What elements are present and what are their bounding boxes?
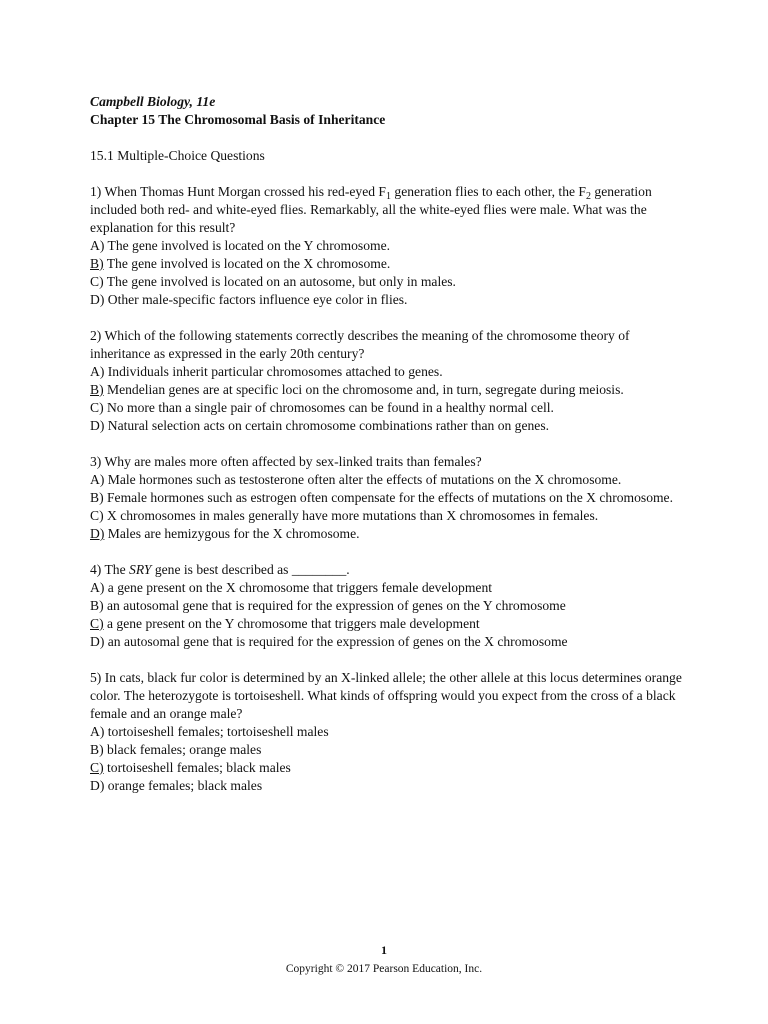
question-3 [90,453,690,543]
option-letter: C) [90,274,104,289]
question-2-option-b [90,381,690,399]
option-letter: B) [90,742,104,757]
option-letter: B) [90,490,104,505]
question-3-stem: 3) Why are males more often affected by sex-linked traits than females? [90,454,482,469]
question-1 [90,183,690,309]
option-letter: D) [90,778,105,793]
option-text: black females; orange males [103,742,262,757]
question-4-option-d [90,633,690,651]
option-text: tortoiseshell females; tortoiseshell males [104,724,329,739]
answer-letter: C) [90,616,104,631]
option-text: Natural selection acts on certain chromosome combinations rather than on genes. [104,418,550,433]
option-text: The gene involved is located on the Y chromosome. [104,238,391,253]
option-text: No more than a single pair of chromosomes can be found in a healthy normal cell. [103,400,554,415]
page-content [90,93,690,795]
question-5-option-c [90,759,690,777]
question-4-option-a [90,579,690,597]
question-4-stem-part: gene is best described as [151,562,292,577]
option-text: Other male-specific factors influence eye color in flies. [104,292,408,307]
option-text: an autosomal gene that is required for the expression of genes on the X chromosome [104,634,568,649]
section-title: 15.1 Multiple-Choice Questions [90,148,265,163]
question-2-option-d [90,417,690,435]
question-2 [90,327,690,435]
question-5-option-d [90,777,690,795]
option-letter: A) [90,580,105,595]
question-3-option-a [90,471,690,489]
question-5-option-b [90,741,690,759]
question-1-option-a [90,237,690,255]
chapter-title: Chapter 15 The Chromosomal Basis of Inheritance [90,112,386,127]
option-letter: A) [90,364,105,379]
question-2-stem: 2) Which of the following statements correctly describes the meaning of the chromosome theory of inheritance as expressed in the early 20th century? [90,328,630,361]
question-5-stem: 5) In cats, black fur color is determined by an X-linked allele; the other allele at this locus determines orange color. The heterozygote is tortoiseshell. What kinds of offspring would you expect from the cross of a black female and an orange male? [90,670,682,721]
gene-name: SRY [129,562,152,577]
option-letter: D) [90,292,105,307]
copyright-notice: Copyright © 2017 Pearson Education, Inc. [285,963,483,975]
question-1-stem-part: generation flies to each other, the F [391,184,586,199]
question-4-stem-part: 4) The [90,562,130,577]
question-4-option-c [90,615,690,633]
question-3-option-c [90,507,690,525]
question-2-option-c [90,399,690,417]
option-letter: B) [90,598,104,613]
option-letter: A) [90,472,105,487]
option-text: The gene involved is located on the X chromosome. [103,256,391,271]
answer-letter: B) [90,382,104,397]
fill-in-blank: ________ [291,562,347,577]
option-text: Female hormones such as estrogen often compensate for the effects of mutations on the X chromosome. [103,490,673,505]
question-1-option-b [90,255,690,273]
question-5-option-a [90,723,690,741]
book-title: Campbell Biology, 11e [90,94,216,109]
subscript-2: 2 [586,191,591,202]
question-3-option-b [90,489,690,507]
option-text: The gene involved is located on an autosome, but only in males. [103,274,456,289]
question-1-option-d [90,291,690,309]
page-number: 1 [381,943,387,957]
question-1-option-c [90,273,690,291]
option-letter: C) [90,508,104,523]
option-text: Mendelian genes are at specific loci on the chromosome and, in turn, segregate during meiosis. [103,382,624,397]
option-text: a gene present on the Y chromosome that triggers male development [103,616,480,631]
question-2-option-a [90,363,690,381]
option-text: orange females; black males [104,778,263,793]
answer-letter: B) [90,256,104,271]
option-text: Male hormones such as testosterone often alter the effects of mutations on the X chromosome. [104,472,622,487]
question-4-option-b [90,597,690,615]
answer-letter: C) [90,760,104,775]
option-text: Individuals inherit particular chromosomes attached to genes. [104,364,443,379]
question-1-stem-part: generation included both red- and white-eyed flies. Remarkably, all the white-eyed flies were male. What was the explanation for this result? [90,184,652,235]
option-letter: D) [90,634,105,649]
option-letter: A) [90,238,105,253]
question-4 [90,561,690,651]
option-letter: A) [90,724,105,739]
question-3-option-d [90,525,690,543]
subscript-1: 1 [386,191,391,202]
question-4-stem [90,561,690,579]
question-5 [90,669,690,795]
answer-letter: D) [90,526,105,541]
question-1-stem [90,183,690,237]
option-text: tortoiseshell females; black males [103,760,291,775]
option-text: X chromosomes in males generally have more mutations than X chromosomes in females. [103,508,599,523]
question-1-stem-part: 1) When Thomas Hunt Morgan crossed his red-eyed F [90,184,386,199]
option-text: Males are hemizygous for the X chromosome. [104,526,360,541]
option-text: an autosomal gene that is required for the expression of genes on the Y chromosome [103,598,566,613]
option-letter: D) [90,418,105,433]
question-4-stem-part: . [346,562,350,577]
option-text: a gene present on the X chromosome that triggers female development [104,580,493,595]
option-letter: C) [90,400,104,415]
